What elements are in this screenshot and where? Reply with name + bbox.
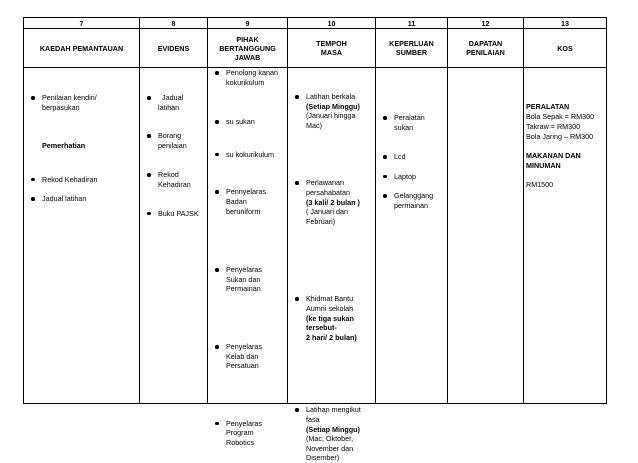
bullet-icon bbox=[147, 134, 151, 138]
header-kos: KOS bbox=[524, 29, 607, 68]
bullet-icon bbox=[295, 408, 299, 412]
kos-total: RM1500 bbox=[526, 180, 554, 189]
list-item: Penyelaras Kelab dan Persatuan bbox=[210, 342, 285, 371]
list-item: Borang penilaian bbox=[142, 131, 205, 150]
column-number: 7 bbox=[24, 18, 140, 29]
kos-line: Bola Sepak = RM300 bbox=[526, 112, 595, 121]
list-item: Penyelaras Program Robotics bbox=[210, 419, 285, 448]
list-item: Peralatan sukan bbox=[378, 113, 445, 132]
column-header-row bbox=[24, 29, 607, 68]
list-item: Buku PAJSK bbox=[142, 209, 205, 219]
bullet-icon bbox=[147, 173, 151, 177]
bullet-icon bbox=[383, 155, 387, 159]
bullet-icon bbox=[295, 181, 299, 185]
bullet-icon bbox=[215, 345, 219, 349]
column-number: 9 bbox=[208, 18, 288, 29]
makanan-heading: MAKANAN DAN MINUMAN bbox=[526, 151, 581, 170]
list-item: Latihan berkala (Setiap Minggu) (Januari hingga Mac) bbox=[290, 92, 373, 130]
column-number: 11 bbox=[376, 18, 448, 29]
list-item: Penyelaras Sukan dan Permainan bbox=[210, 265, 285, 294]
cell-pihak bbox=[208, 68, 288, 447]
cell-kaedah bbox=[24, 68, 140, 404]
bullet-icon bbox=[147, 212, 151, 216]
bullet-icon bbox=[215, 190, 219, 194]
peralatan-heading: PERALATAN bbox=[526, 102, 570, 111]
bullet-icon bbox=[31, 96, 35, 100]
list-item: su kokurikulum bbox=[210, 150, 285, 160]
bullet-icon bbox=[295, 297, 299, 301]
bullet-icon bbox=[383, 194, 387, 198]
table-row bbox=[24, 68, 607, 404]
bullet-icon bbox=[215, 71, 219, 75]
list-item: Jadual latihan bbox=[26, 194, 137, 204]
header-pihak-bertanggung-jawab: PIHAK BERTANGGUNG JAWAB bbox=[208, 29, 288, 68]
cell-keperluan bbox=[376, 68, 448, 404]
bullet-icon bbox=[215, 120, 219, 124]
column-number: 8 bbox=[140, 18, 208, 29]
column-number: 12 bbox=[448, 18, 524, 29]
list-item: Gelanggang permainan bbox=[378, 191, 445, 210]
list-item: Khidmat Bantu Aumni sekolah (ke tiga sukan tersebut- 2 hari/ 2 bulan) bbox=[290, 294, 373, 342]
header-keperluan-sumber: KEPERLUAN SUMBER bbox=[376, 29, 448, 68]
bullet-icon bbox=[383, 175, 387, 179]
list-item: Penilaian kendiri/ berpasukan bbox=[26, 93, 137, 112]
bullet-icon bbox=[215, 268, 219, 272]
list-item: Latihan mengikut fasa (Setiap Minggu) (Mac, Oktober, November dan Disember) bbox=[290, 405, 373, 463]
cell-evidens bbox=[140, 68, 208, 404]
pemerhatian-label: Pemerhatian bbox=[42, 141, 86, 151]
header-kaedah-pemantauan: KAEDAH PEMANTAUAN bbox=[24, 29, 140, 68]
list-item: Penolong kanan kokurikulum bbox=[210, 68, 285, 87]
list-item: Laptop bbox=[378, 172, 445, 182]
kos-line: Bola Jaring – RM300 bbox=[526, 132, 594, 141]
header-tempoh-masa: TEMPOH MASA bbox=[288, 29, 376, 68]
list-item: Pennyelaras Badan beruniform bbox=[210, 187, 285, 216]
bullet-icon bbox=[383, 116, 387, 120]
cell-dapatan bbox=[448, 68, 524, 404]
list-item: Jadual latihan bbox=[142, 93, 205, 112]
bullet-icon bbox=[215, 153, 219, 157]
bullet-icon bbox=[147, 96, 151, 100]
list-item: Perlawanan persahabatan (3 kali/ 2 bulan ) ( Januari dan Februari) bbox=[290, 178, 373, 226]
list-item: Lcd bbox=[378, 152, 445, 162]
list-item: su sukan bbox=[210, 117, 285, 127]
column-number: 13 bbox=[524, 18, 607, 29]
bullet-icon bbox=[215, 422, 219, 426]
cell-tempoh bbox=[288, 68, 376, 463]
cell-kos bbox=[524, 68, 607, 404]
header-evidens: EVIDENS bbox=[140, 29, 208, 68]
list-item: Rekod Kehadiran bbox=[142, 170, 205, 189]
bullet-icon bbox=[295, 95, 299, 99]
list-item: Rekod Kehadiran bbox=[26, 175, 137, 185]
monitoring-table bbox=[23, 17, 607, 463]
bullet-icon bbox=[31, 178, 35, 182]
bullet-icon bbox=[31, 197, 35, 201]
kos-line: Takraw = RM300 bbox=[526, 122, 581, 131]
header-dapatan-penilaian: DAPATAN PENILAIAN bbox=[448, 29, 524, 68]
column-number: 10 bbox=[288, 18, 376, 29]
column-number-row bbox=[24, 18, 607, 29]
